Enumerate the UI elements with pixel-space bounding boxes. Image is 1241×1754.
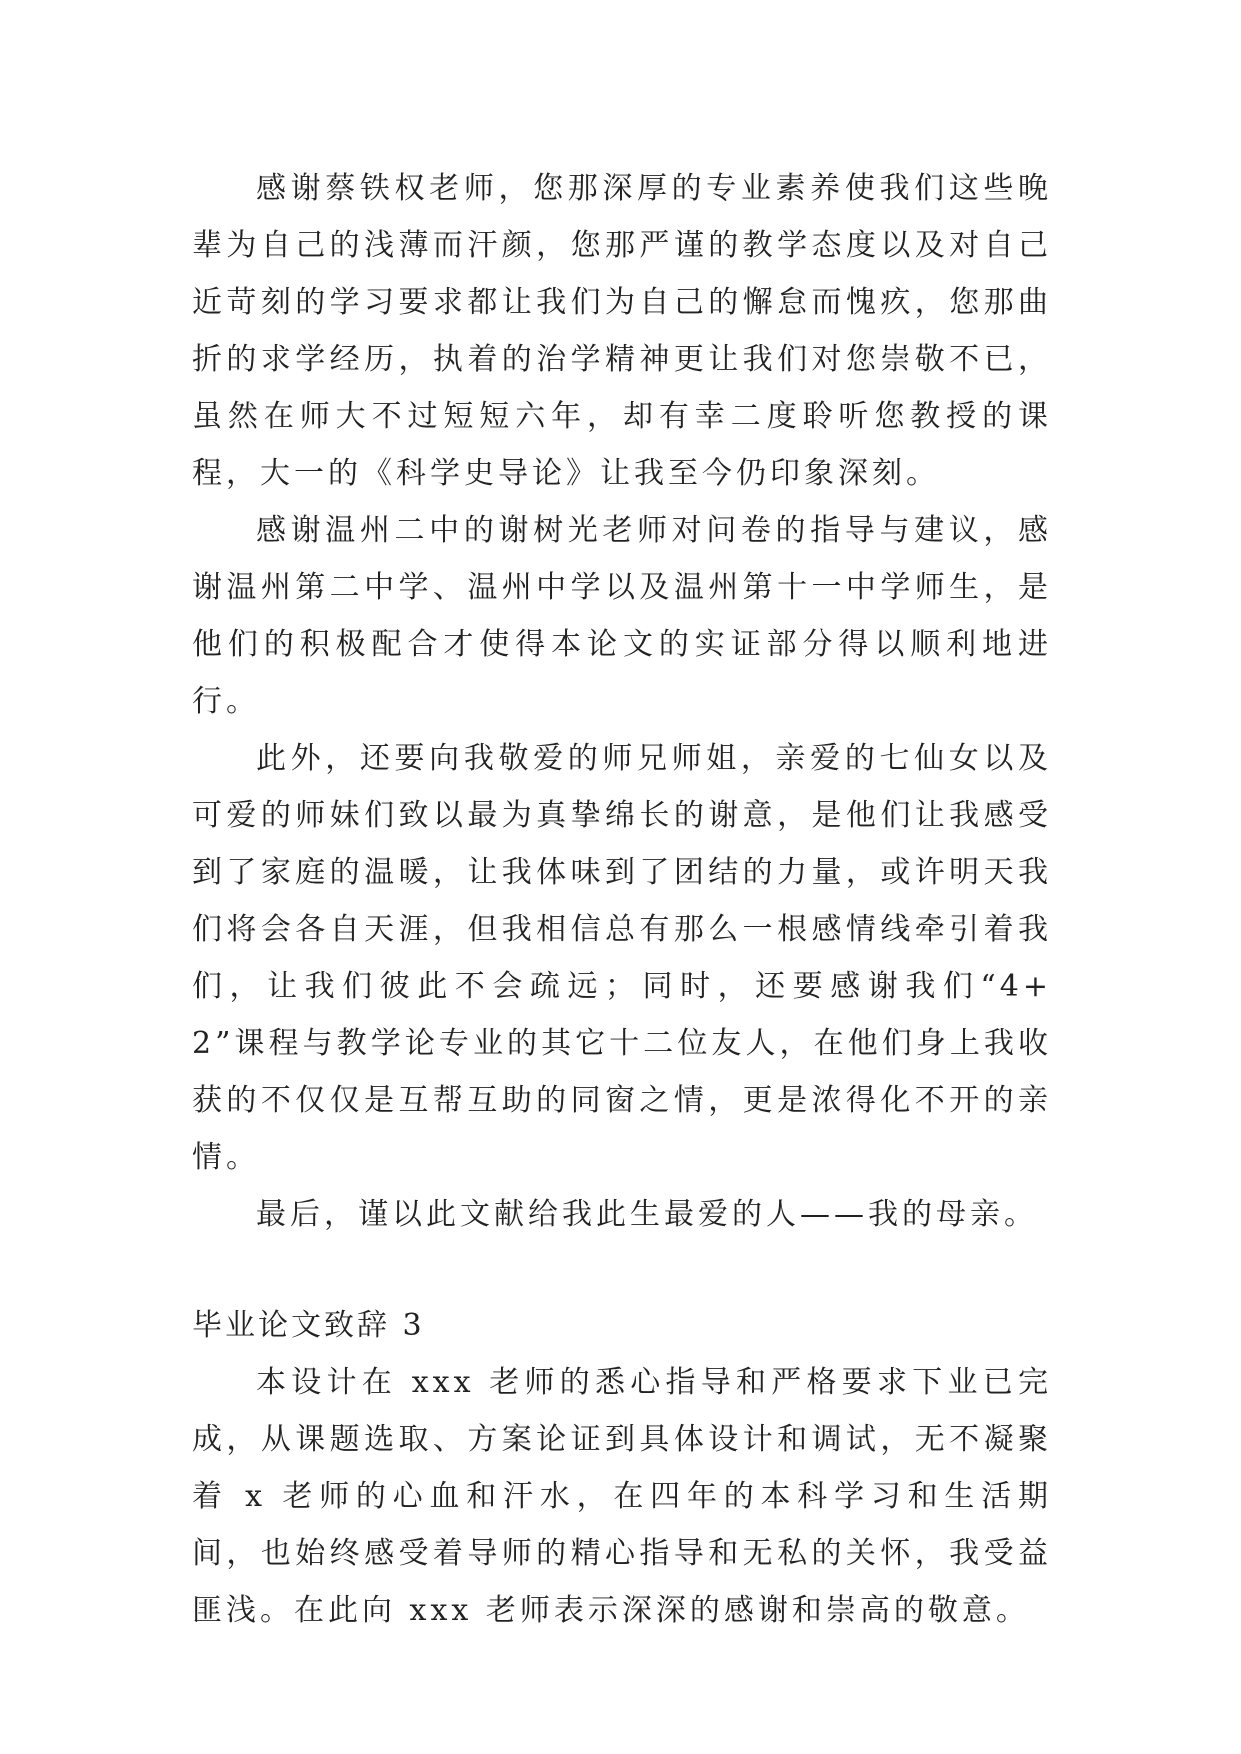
paragraph-thanks-peers: 此外，还要向我敬爱的师兄师姐，亲爱的七仙女以及可爱的师妹们致以最为真挚绵长的谢意，是他们让我感受到了家庭的温暖，让我体味到了团结的力量，或许明天我们将会各自天涯，但我相信总有那么一根感情线牵引着我们，让我们彼此不会疏远；同时，还要感谢我们“4+2”课程与教学论专业的其它十二位友人，在他们身上我收获的不仅仅是互帮互助的同窗之情，更是浓得化不开的亲情。 [192, 741, 1052, 1175]
paragraph-thanks-xie: 感谢温州二中的谢树光老师对问卷的指导与建议，感谢温州第二中学、温州中学以及温州第十一中学师生，是他们的积极配合才使得本论文的实证部分得以顺利地进行。 [192, 513, 1052, 719]
paragraph-dedication: 最后，谨以此文献给我此生最爱的人——我的母亲。 [256, 1197, 1038, 1232]
section-heading: 毕业论文致辞 3 [192, 1308, 425, 1343]
paragraph-section-3: 本设计在 xxx 老师的悉心指导和严格要求下业已完成，从课题选取、方案论证到具体设计和调试，无不凝聚着 x 老师的心血和汗水，在四年的本科学习和生活期间，也始终感受着导师的精心指导和无私的关怀，我受益匪浅。在此向 xxx 老师表示深深的感谢和崇高的敬意。 [192, 1365, 1052, 1628]
paragraph-thanks-cai: 感谢蔡铁权老师，您那深厚的专业素养使我们这些晚辈为自己的浅薄而汗颜，您那严谨的教学态度以及对自己近苛刻的学习要求都让我们为自己的懈怠而愧疚，您那曲折的求学经历，执着的治学精神更让我们对您崇敬不已，虽然在师大不过短短六年，却有幸二度聆听您教授的课程，大一的《科学史导论》让我至今仍印象深刻。 [192, 171, 1052, 491]
document-body [192, 160, 1052, 1639]
